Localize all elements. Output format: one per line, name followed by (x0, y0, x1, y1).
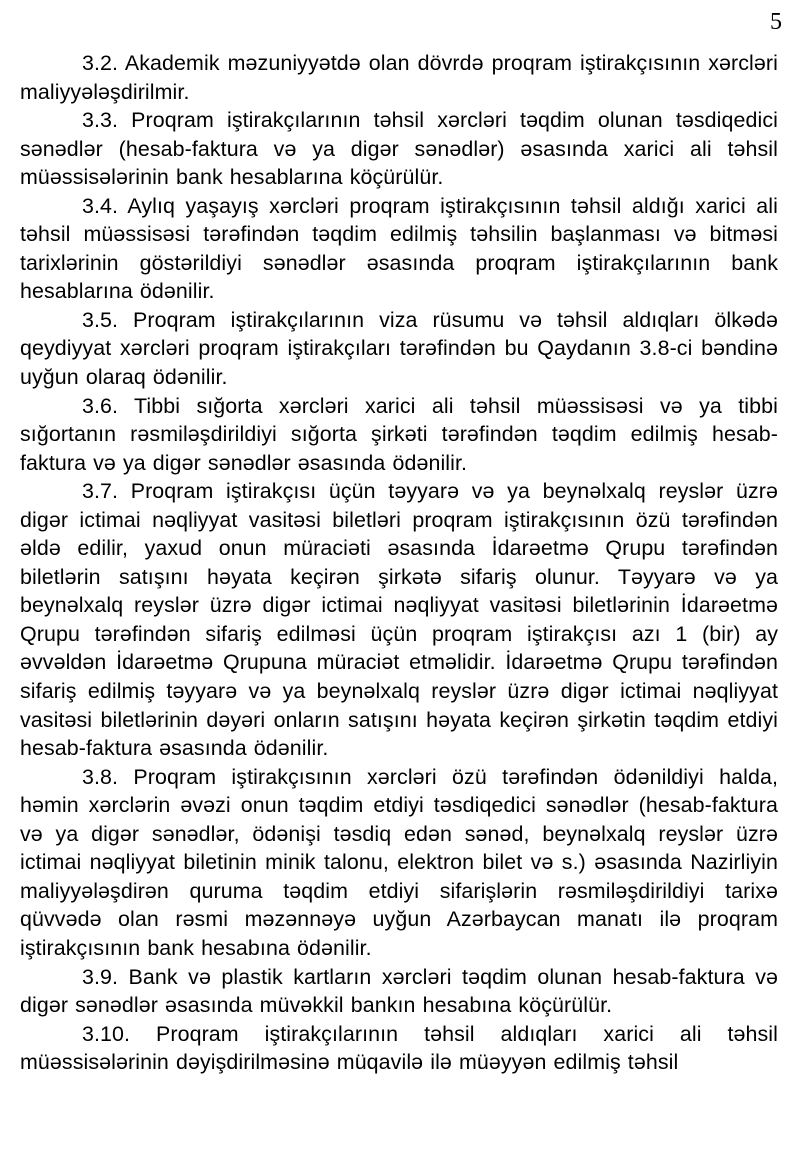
page-number: 5 (770, 9, 782, 35)
document-body (20, 49, 778, 1077)
paragraph-3-7: 3.7. Proqram iştirakçısı üçün təyyarə və ya beynəlxalq reyslər üzrə digər ictimai nəqliyyat vasitəsi biletləri proqram iştirakçısının özü tərəfindən əldə edilir, yaxud onun müraciəti əsasında İdarəetmə Qrupu tərəfindən biletlərin satışını həyata keçirən şirkətə sifariş olunur. Təyyarə və ya beynəlxalq reyslər üzrə digər ictimai nəqliyyat vasitəsi biletlərinin İdarəetmə Qrupu tərəfindən sifariş edilməsi üçün proqram iştirakçısı azı 1 (bir) ay əvvəldən İdarəetmə Qrupuna müraciət etməlidir. İdarəetmə Qrupu tərəfindən sifariş edilmiş təyyarə və ya beynəlxalq reyslər üzrə digər ictimai nəqliyyat vasitəsi biletlərinin dəyəri onların satışını həyata keçirən şirkətin təqdim etdiyi hesab-faktura əsasında ödənilir. (20, 479, 778, 761)
paragraph-3-9: 3.9. Bank və plastik kartların xərcləri təqdim olunan hesab-faktura və digər sənədlər əsasında müvəkkil bankın hesabına köçürülür. (20, 964, 778, 1018)
paragraph-3-5: 3.5. Proqram iştirakçılarının viza rüsumu və təhsil aldıqları ölkədə qeydiyyat xərcləri proqram iştirakçıları tərəfindən bu Qaydanın 3.8-ci bəndinə uyğun olaraq ödənilir. (20, 307, 778, 390)
paragraph-3-8: 3.8. Proqram iştirakçısının xərcləri özü tərəfindən ödənildiyi halda, həmin xərclərin əvəzi onun təqdim etdiyi təsdiqedici sənədlər (hesab-faktura və ya digər sənədlər, ödənişi təsdiq edən sənəd, beynəlxalq reyslər üzrə ictimai nəqliyyat biletinin minik talonu, elektron bilet və s.) əsasında Nazirliyin maliyyələşdirən quruma təqdim etdiyi sifarişlərin rəsmiləşdirildiyi tarixə qüvvədə olan rəsmi məzənnəyə uyğun Azərbaycan manatı ilə proqram iştirakçısının bank hesabına ödənilir. (20, 764, 778, 960)
paragraph-3-2: 3.2. Akademik məzuniyyətdə olan dövrdə proqram iştirakçısının xərcləri maliyyələşdirilmir. (20, 51, 778, 104)
paragraph-3-10: 3.10. Proqram iştirakçılarının təhsil aldıqları xarici ali təhsil müəssisələrinin dəyişdirilməsinə müqavilə ilə müəyyən edilmiş təhsil (20, 1021, 778, 1075)
paragraph-3-4: 3.4. Aylıq yaşayış xərcləri proqram iştirakçısının təhsil aldığı xarici ali təhsil müəssisəsi tərəfindən təqdim edilmiş təhsilin başlanması və bitməsi tarixlərinin göstərildiyi sənədlər əsasında proqram iştirakçılarının bank hesablarına ödənilir. (20, 193, 778, 304)
paragraph-3-6: 3.6. Tibbi sığorta xərcləri xarici ali təhsil müəssisəsi və ya tibbi sığortanın rəsmiləşdirildiyi sığorta şirkəti tərəfindən təqdim edilmiş hesab-faktura və ya digər sənədlər əsasında ödənilir. (20, 393, 778, 475)
paragraph-3-3: 3.3. Proqram iştirakçılarının təhsil xərcləri təqdim olunan təsdiqedici sənədlər (hesab-faktura və ya digər sənədlər) əsasında xarici ali təhsil müəssisələrinin bank hesablarına köçürülür. (20, 108, 778, 190)
